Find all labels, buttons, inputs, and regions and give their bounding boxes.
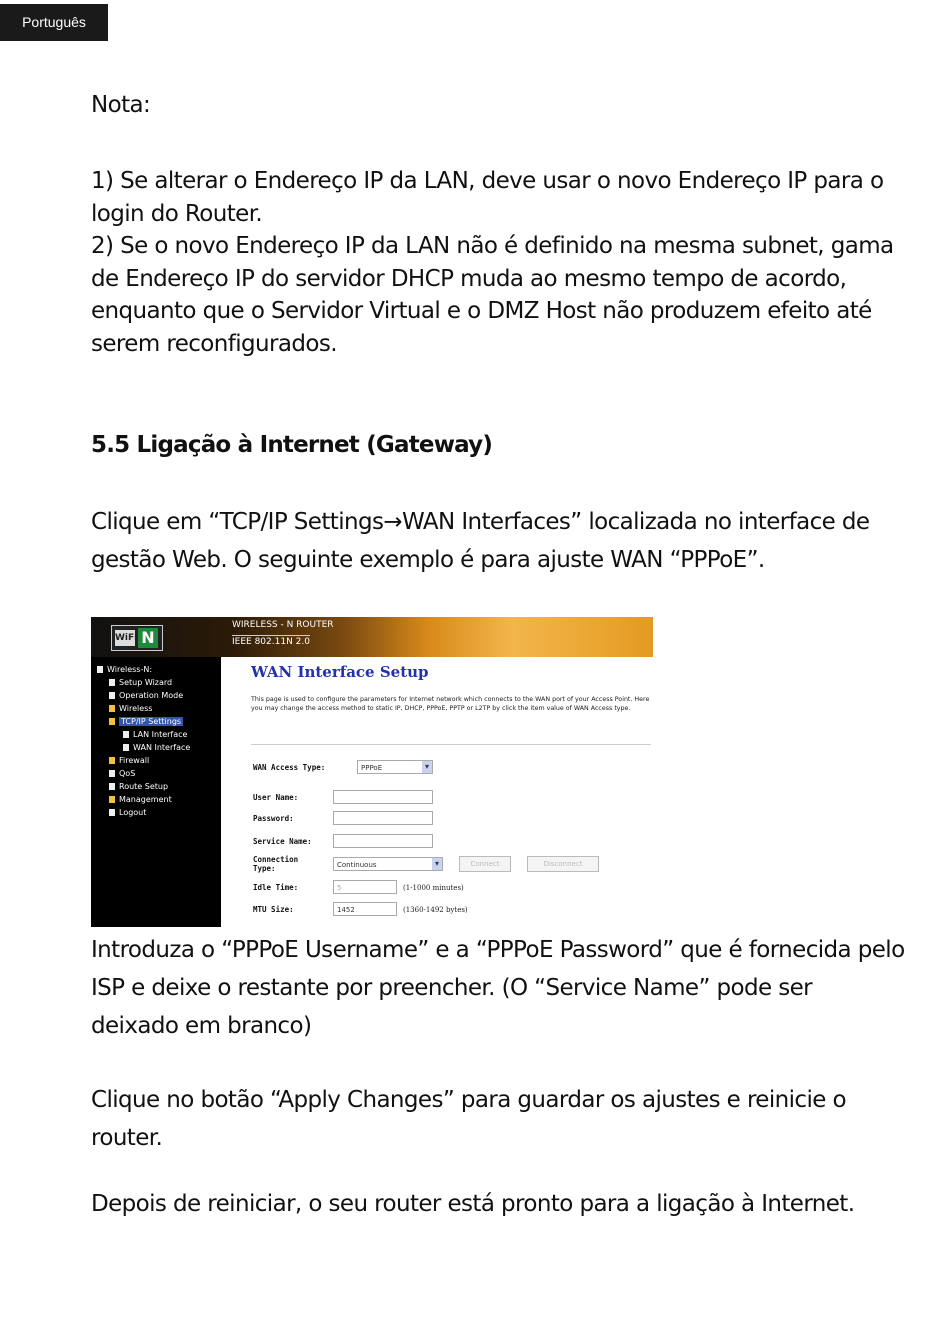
sidebar-item-setup-wizard[interactable] — [109, 678, 172, 688]
folder-icon — [109, 796, 115, 803]
file-icon — [109, 679, 115, 686]
folder-icon — [109, 718, 115, 725]
sidebar-item-label: WAN Interface — [133, 743, 191, 752]
sidebar-item-route-setup[interactable] — [109, 782, 168, 792]
disconnect-button[interactable]: Disconnect — [527, 856, 599, 872]
file-icon — [109, 809, 115, 816]
folder-icon — [109, 705, 115, 712]
idle-time-input[interactable]: 5 — [333, 880, 397, 894]
banner-title: WIRELESS - N ROUTER — [232, 620, 334, 630]
sidebar-item-label: Management — [119, 795, 172, 804]
sidebar-item-label: Logout — [119, 808, 147, 817]
sidebar-item-tcpip-settings[interactable] — [109, 717, 183, 727]
service-name-label: Service Name: — [253, 837, 312, 846]
folder-icon — [109, 757, 115, 764]
note-item-2: 2) Se o novo Endereço IP da LAN não é definido na mesma subnet, gama de Endereço IP do servidor DHCP muda ao mesmo tempo de acordo, enquanto que o Servidor Virtual e o DMZ Host não produzem efeito até serem reconfigurados. — [91, 233, 894, 357]
connection-type-label-line2: Type: — [253, 864, 276, 873]
note-title: Nota: — [91, 92, 151, 118]
sidebar-item-qos[interactable] — [109, 769, 135, 779]
username-input[interactable] — [333, 790, 433, 804]
n-logo-icon: N — [138, 628, 158, 648]
connection-type-label-line1: Connection — [253, 855, 299, 864]
intro-paragraph: Clique em “TCP/IP Settings→WAN Interfaces” localizada no interface de gestão Web. O seguinte exemplo é para ajuste WAN “PPPoE”. — [91, 509, 870, 573]
password-label: Password: — [253, 814, 294, 823]
username-label: User Name: — [253, 793, 299, 802]
paragraph-credentials: Introduza o “PPPoE Username” e a “PPPoE Password” que é fornecida pelo ISP e deixe o restante por preencher. (O “Service Name” pode ser deixado em branco) — [91, 937, 905, 1039]
sidebar-item-label: Operation Mode — [119, 691, 184, 700]
mtu-size-input[interactable]: 1452 — [333, 902, 397, 916]
idle-time-hint: (1-1000 minutes) — [403, 884, 464, 892]
paragraph-apply: Clique no botão “Apply Changes” para guardar os ajustes e reinicie o router. — [91, 1087, 846, 1151]
file-icon — [123, 744, 129, 751]
note-item-1: 1) Se alterar o Endereço IP da LAN, deve usar o novo Endereço IP para o login do Router. — [91, 168, 884, 227]
note-list — [91, 165, 906, 361]
sidebar-item-logout[interactable] — [109, 808, 146, 818]
router-main-panel — [221, 657, 653, 927]
wan-setup-description: This page is used to configure the parameters for Internet network which connects to the WAN port of your Access Point. Here you may change the access method to static IP, DHCP, PPPoE, PPTP or L2TP by click the item value of WAN Access type. — [251, 696, 650, 713]
password-input[interactable] — [333, 811, 433, 825]
sidebar-item-operation-mode[interactable] — [109, 691, 183, 701]
router-logo — [111, 625, 163, 651]
sidebar-item-management[interactable] — [109, 795, 172, 805]
mtu-size-label: MTU Size: — [253, 905, 294, 914]
sidebar-item-label: Firewall — [119, 756, 150, 765]
service-name-input[interactable] — [333, 834, 433, 848]
router-screenshot — [91, 617, 653, 927]
wan-setup-title: WAN Interface Setup — [251, 663, 429, 681]
sidebar-item-lan-interface[interactable] — [123, 730, 187, 740]
router-sidebar — [91, 657, 221, 927]
wifi-logo-icon: WiFi — [115, 630, 135, 646]
sidebar-item-wan-interface[interactable] — [123, 743, 190, 753]
connect-button[interactable]: Connect — [459, 856, 511, 872]
connection-type-label — [253, 855, 298, 873]
sidebar-item-firewall[interactable] — [109, 756, 149, 766]
section-heading: 5.5 Ligação à Internet (Gateway) — [91, 432, 493, 458]
divider — [251, 744, 651, 745]
access-type-select[interactable]: PPPoE ▾ — [357, 760, 433, 774]
file-icon — [109, 783, 115, 790]
sidebar-item-wireless[interactable] — [109, 704, 152, 714]
sidebar-item-label: Wireless-N: — [107, 665, 153, 674]
language-tab: Português — [0, 4, 108, 41]
connection-type-select[interactable]: Continuous ▾ — [333, 857, 443, 871]
sidebar-item-label: QoS — [119, 769, 136, 778]
sidebar-item-label: LAN Interface — [133, 730, 188, 739]
file-icon — [123, 731, 129, 738]
banner-subtitle: IEEE 802.11N 2.0 — [232, 637, 310, 647]
file-icon — [109, 692, 115, 699]
mtu-size-hint: (1360-1492 bytes) — [403, 906, 468, 914]
sidebar-item-label: Setup Wizard — [119, 678, 173, 687]
router-banner — [91, 617, 653, 657]
access-type-label: WAN Access Type: — [253, 763, 326, 772]
sidebar-item-label: Route Setup — [119, 782, 169, 791]
sidebar-item-label: TCP/IP Settings — [121, 717, 182, 726]
idle-time-label: Idle Time: — [253, 883, 299, 892]
sidebar-item-label: Wireless — [119, 704, 153, 713]
file-icon — [109, 770, 115, 777]
sidebar-item-root[interactable] — [97, 665, 152, 675]
tree-icon — [97, 666, 103, 673]
paragraph-ready: Depois de reiniciar, o seu router está pronto para a ligação à Internet. — [91, 1191, 855, 1217]
